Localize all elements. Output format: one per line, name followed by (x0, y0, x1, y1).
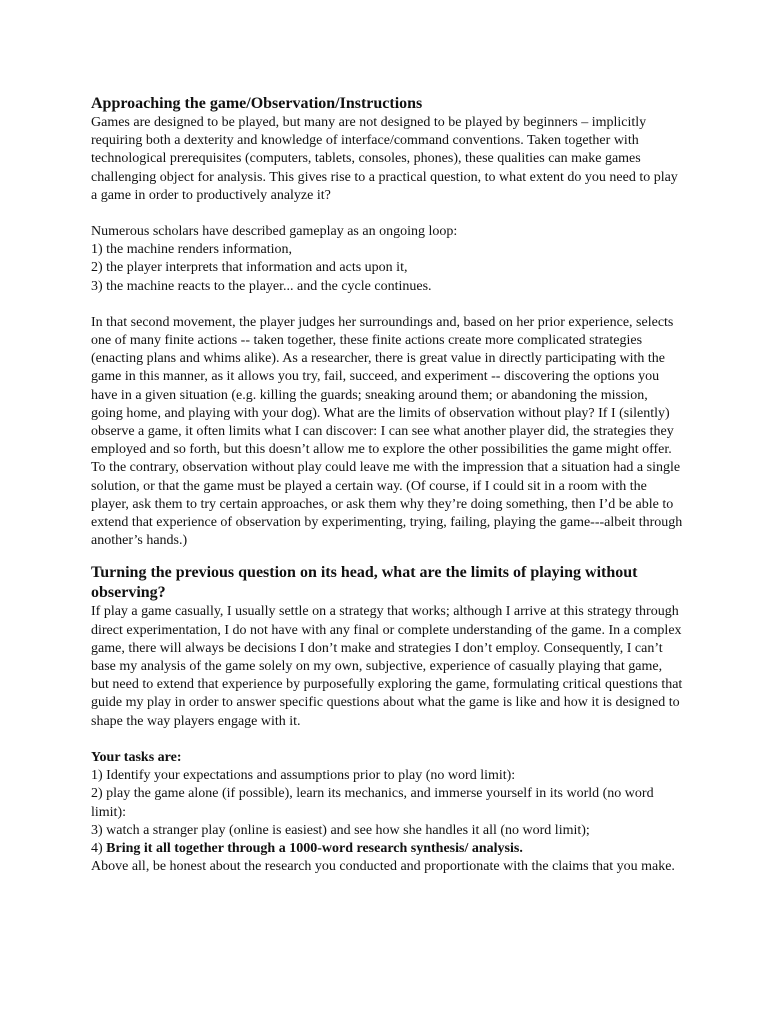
task-item-4-number: 4) (91, 840, 107, 856)
intro-paragraph: Games are designed to be played, but many are not designed to be played by beginners – implicitly requiring both a dexterity and knowledge of interface/command conventions. Taken together with technological prerequisites (computers, tablets, consoles, phones), these qualities can make games challenging object for analysis. This gives rise to a practical question, to what extent do you need to play a game in order to productively analyze it? (91, 115, 678, 203)
task-item-4-text: Bring it all together through a 1000-word research synthesis/ analysis. (106, 840, 523, 856)
tasks-heading: Your tasks are: (91, 749, 182, 765)
closing-paragraph: Above all, be honest about the research you conducted and proportionate with the claims that you make. (91, 859, 675, 875)
loop-item-3: 3) the machine reacts to the player... and the cycle continues. (91, 278, 432, 294)
task-item-4 (91, 840, 683, 858)
task-item-3: 3) watch a stranger play (online is easiest) and see how she handles it all (no word limit); (91, 822, 590, 838)
loop-item-1: 1) the machine renders information, (91, 242, 292, 258)
section-heading-limits: Turning the previous question on its head, what are the limits of playing without observing? (91, 564, 638, 602)
limits-paragraph: If play a game casually, I usually settle on a strategy that works; although I arrive at this strategy through direct experimentation, I do not have with any final or complete understanding of the game. In a complex game, there will always be decisions I don’t make and strategies I don’t employ. Consequently, I can’t base my analysis of the game solely on my own, subjective, experience of casually playing that game, but need to extend that experience by purposefully exploring the game, formulating critical questions that guide my play in order to answer specific questions about what the game is like and how it is designed to shape the way players engage with it. (91, 604, 683, 729)
task-item-2: 2) play the game alone (if possible), learn its mechanics, and immerse yourself in its world (no word limit): (91, 786, 654, 820)
document-page (91, 94, 683, 876)
section-heading-approaching: Approaching the game/Observation/Instructions (91, 95, 423, 112)
second-movement-paragraph: In that second movement, the player judges her surroundings and, based on her prior experience, selects one of many finite actions -- taken together, these finite actions create more complicated strategies (enacting plans and whims alike). As a researcher, there is great value in directly participating with the game in this manner, as it allows you try, fail, succeed, and experiment -- discovering the options you have in a given situation (e.g. killing the guards; sneaking around them; or abandoning the mission, going home, and playing with your dog). What are the limits of observation without play? If I (silently) observe a game, it often limits what I can discover: I can see what another player did, the strategies they employed and so forth, but this doesn’t allow me to explore the other possibilities the game might offer. To the contrary, observation without play could leave me with the impression that a situation had a single solution, or that the game must be played a certain way. (Of course, if I could sit in a room with the player, ask them to try certain approaches, or ask them why they’re doing something, then I’d be able to extend that experience of observation by experimenting, trying, failing, playing the game---albeit through another’s hands.) (91, 314, 683, 549)
task-item-1: 1) Identify your expectations and assumptions prior to play (no word limit): (91, 768, 516, 784)
loop-item-2: 2) the player interprets that information and acts upon it, (91, 260, 408, 276)
loop-intro: Numerous scholars have described gameplay as an ongoing loop: (91, 224, 458, 240)
